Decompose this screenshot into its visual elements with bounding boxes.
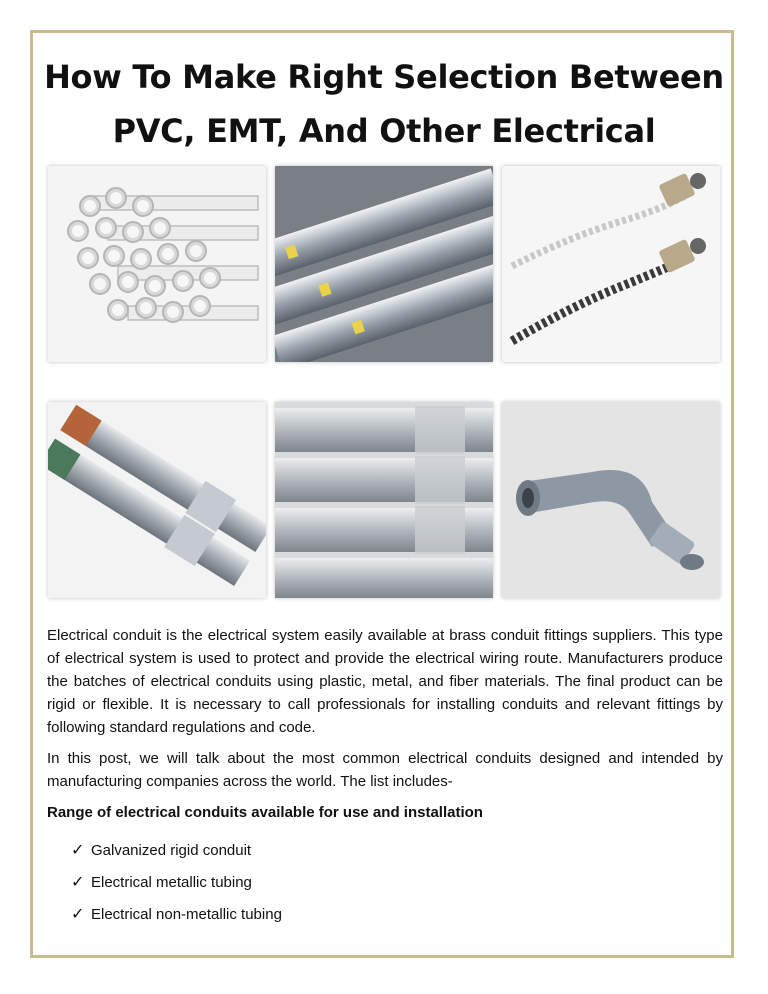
list-item-label: Electrical metallic tubing <box>91 873 252 891</box>
list-item-label: Galvanized rigid conduit <box>91 841 252 859</box>
pvc-fitting-image <box>502 402 720 598</box>
rigid-conduit-image <box>48 402 266 598</box>
list-item-label: Electrical non-metallic tubing <box>91 905 282 923</box>
conduit-image-grid <box>48 166 720 598</box>
title-line-2: PVC, EMT, And Other Electrical <box>112 112 656 150</box>
list-item <box>71 898 723 930</box>
checkmark-icon: ✓ <box>71 873 85 891</box>
checkmark-icon: ✓ <box>71 841 85 859</box>
pvc-pipes-image <box>48 166 266 362</box>
intro-paragraph: Electrical conduit is the electrical system easily available at brass conduit fittings suppliers. This type of electrical system is used to protect and provide the electrical wiring route. Manufacturers produce the batches of electrical conduits using plastic, metal, and fiber materials. The final product can be rigid or flexible. It is necessary to call professionals for installing conduits and relevant fittings by following standard regulations and code. <box>47 627 723 736</box>
list-item <box>71 866 723 898</box>
post-intro-paragraph: In this post, we will talk about the most common electrical conduits designed and intended by manufacturing companies across the world. The list includes- <box>47 750 723 790</box>
flexible-conduit-image <box>502 166 720 362</box>
article-body <box>47 624 723 930</box>
galvanized-pipes-image <box>275 402 493 598</box>
conduit-type-list <box>47 834 723 930</box>
section-heading: Range of electrical conduits available for use and installation <box>47 804 483 821</box>
list-item <box>71 834 723 866</box>
title-line-1: How To Make Right Selection Between <box>44 58 724 96</box>
emt-pipes-image <box>275 166 493 362</box>
checkmark-icon: ✓ <box>71 905 85 923</box>
